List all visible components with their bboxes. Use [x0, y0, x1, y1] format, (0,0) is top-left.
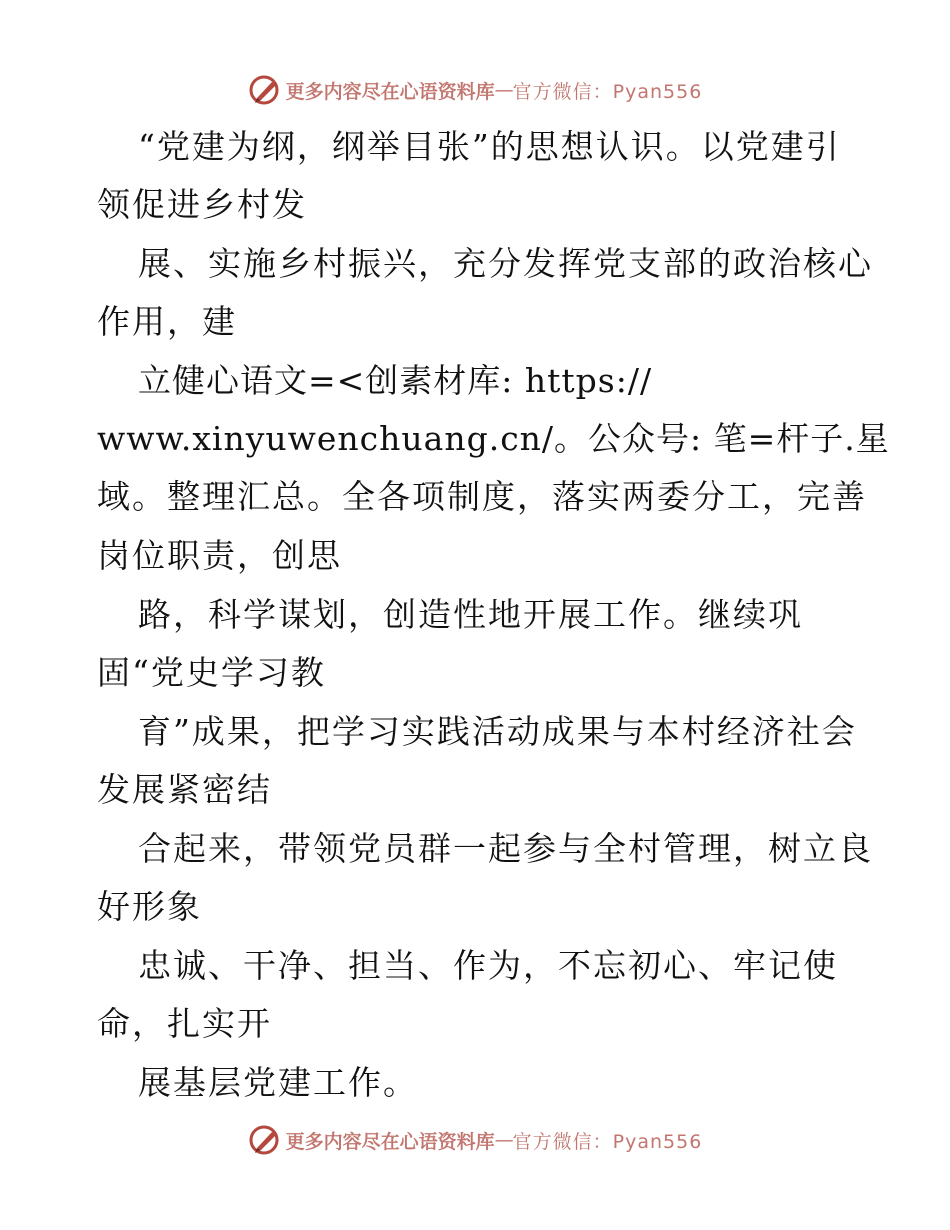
footer-brand-text: 更多内容尽在心语资料库: [285, 1130, 495, 1153]
body-line: 领促进乡村发: [97, 185, 307, 224]
footer-dash: —: [494, 1129, 513, 1151]
body-line: 忠诚、干净、担当、作为，不忘初心、牢记使: [138, 946, 838, 985]
body-line: 岗位职责，创思: [97, 536, 342, 575]
body-line: 立健心语文=<创素材库: https://: [138, 361, 653, 400]
body-line: www.xinyuwenchuang.cn/。公众号: 笔=杆子.星: [97, 419, 890, 458]
pen-logo-icon: [248, 73, 282, 107]
body-line: 育”成果，把学习实践活动成果与本村经济社会: [138, 712, 857, 751]
body-line: 路，科学谋划，创造性地开展工作。继续巩: [138, 595, 803, 634]
body-line: 命，扎实开: [97, 1004, 272, 1043]
header-banner: [0, 70, 950, 110]
body-line: 好形象: [97, 887, 202, 926]
body-line: 作用，建: [97, 302, 237, 341]
body-line: 发展紧密结: [97, 770, 272, 809]
footer-banner: [0, 1120, 950, 1160]
pen-logo-icon: [248, 1123, 282, 1157]
header-wechat-text: 官方微信：Pyan556: [512, 80, 703, 103]
footer-wechat-text: 官方微信：Pyan556: [512, 1130, 703, 1153]
header-brand-text: 更多内容尽在心语资料库: [285, 80, 495, 103]
body-line: “党建为纲，纲举目张”的思想认识。以党建引: [138, 127, 841, 166]
body-line: 固“党史学习教: [97, 653, 326, 692]
header-dash: —: [494, 79, 513, 101]
body-line: 域。整理汇总。全各项制度，落实两委分工，完善: [97, 477, 867, 516]
body-line: 合起来，带领党员群一起参与全村管理，树立良: [138, 829, 873, 868]
body-line: 展基层党建工作。: [138, 1063, 418, 1102]
body-line: 展、实施乡村振兴，充分发挥党支部的政治核心: [138, 244, 873, 283]
